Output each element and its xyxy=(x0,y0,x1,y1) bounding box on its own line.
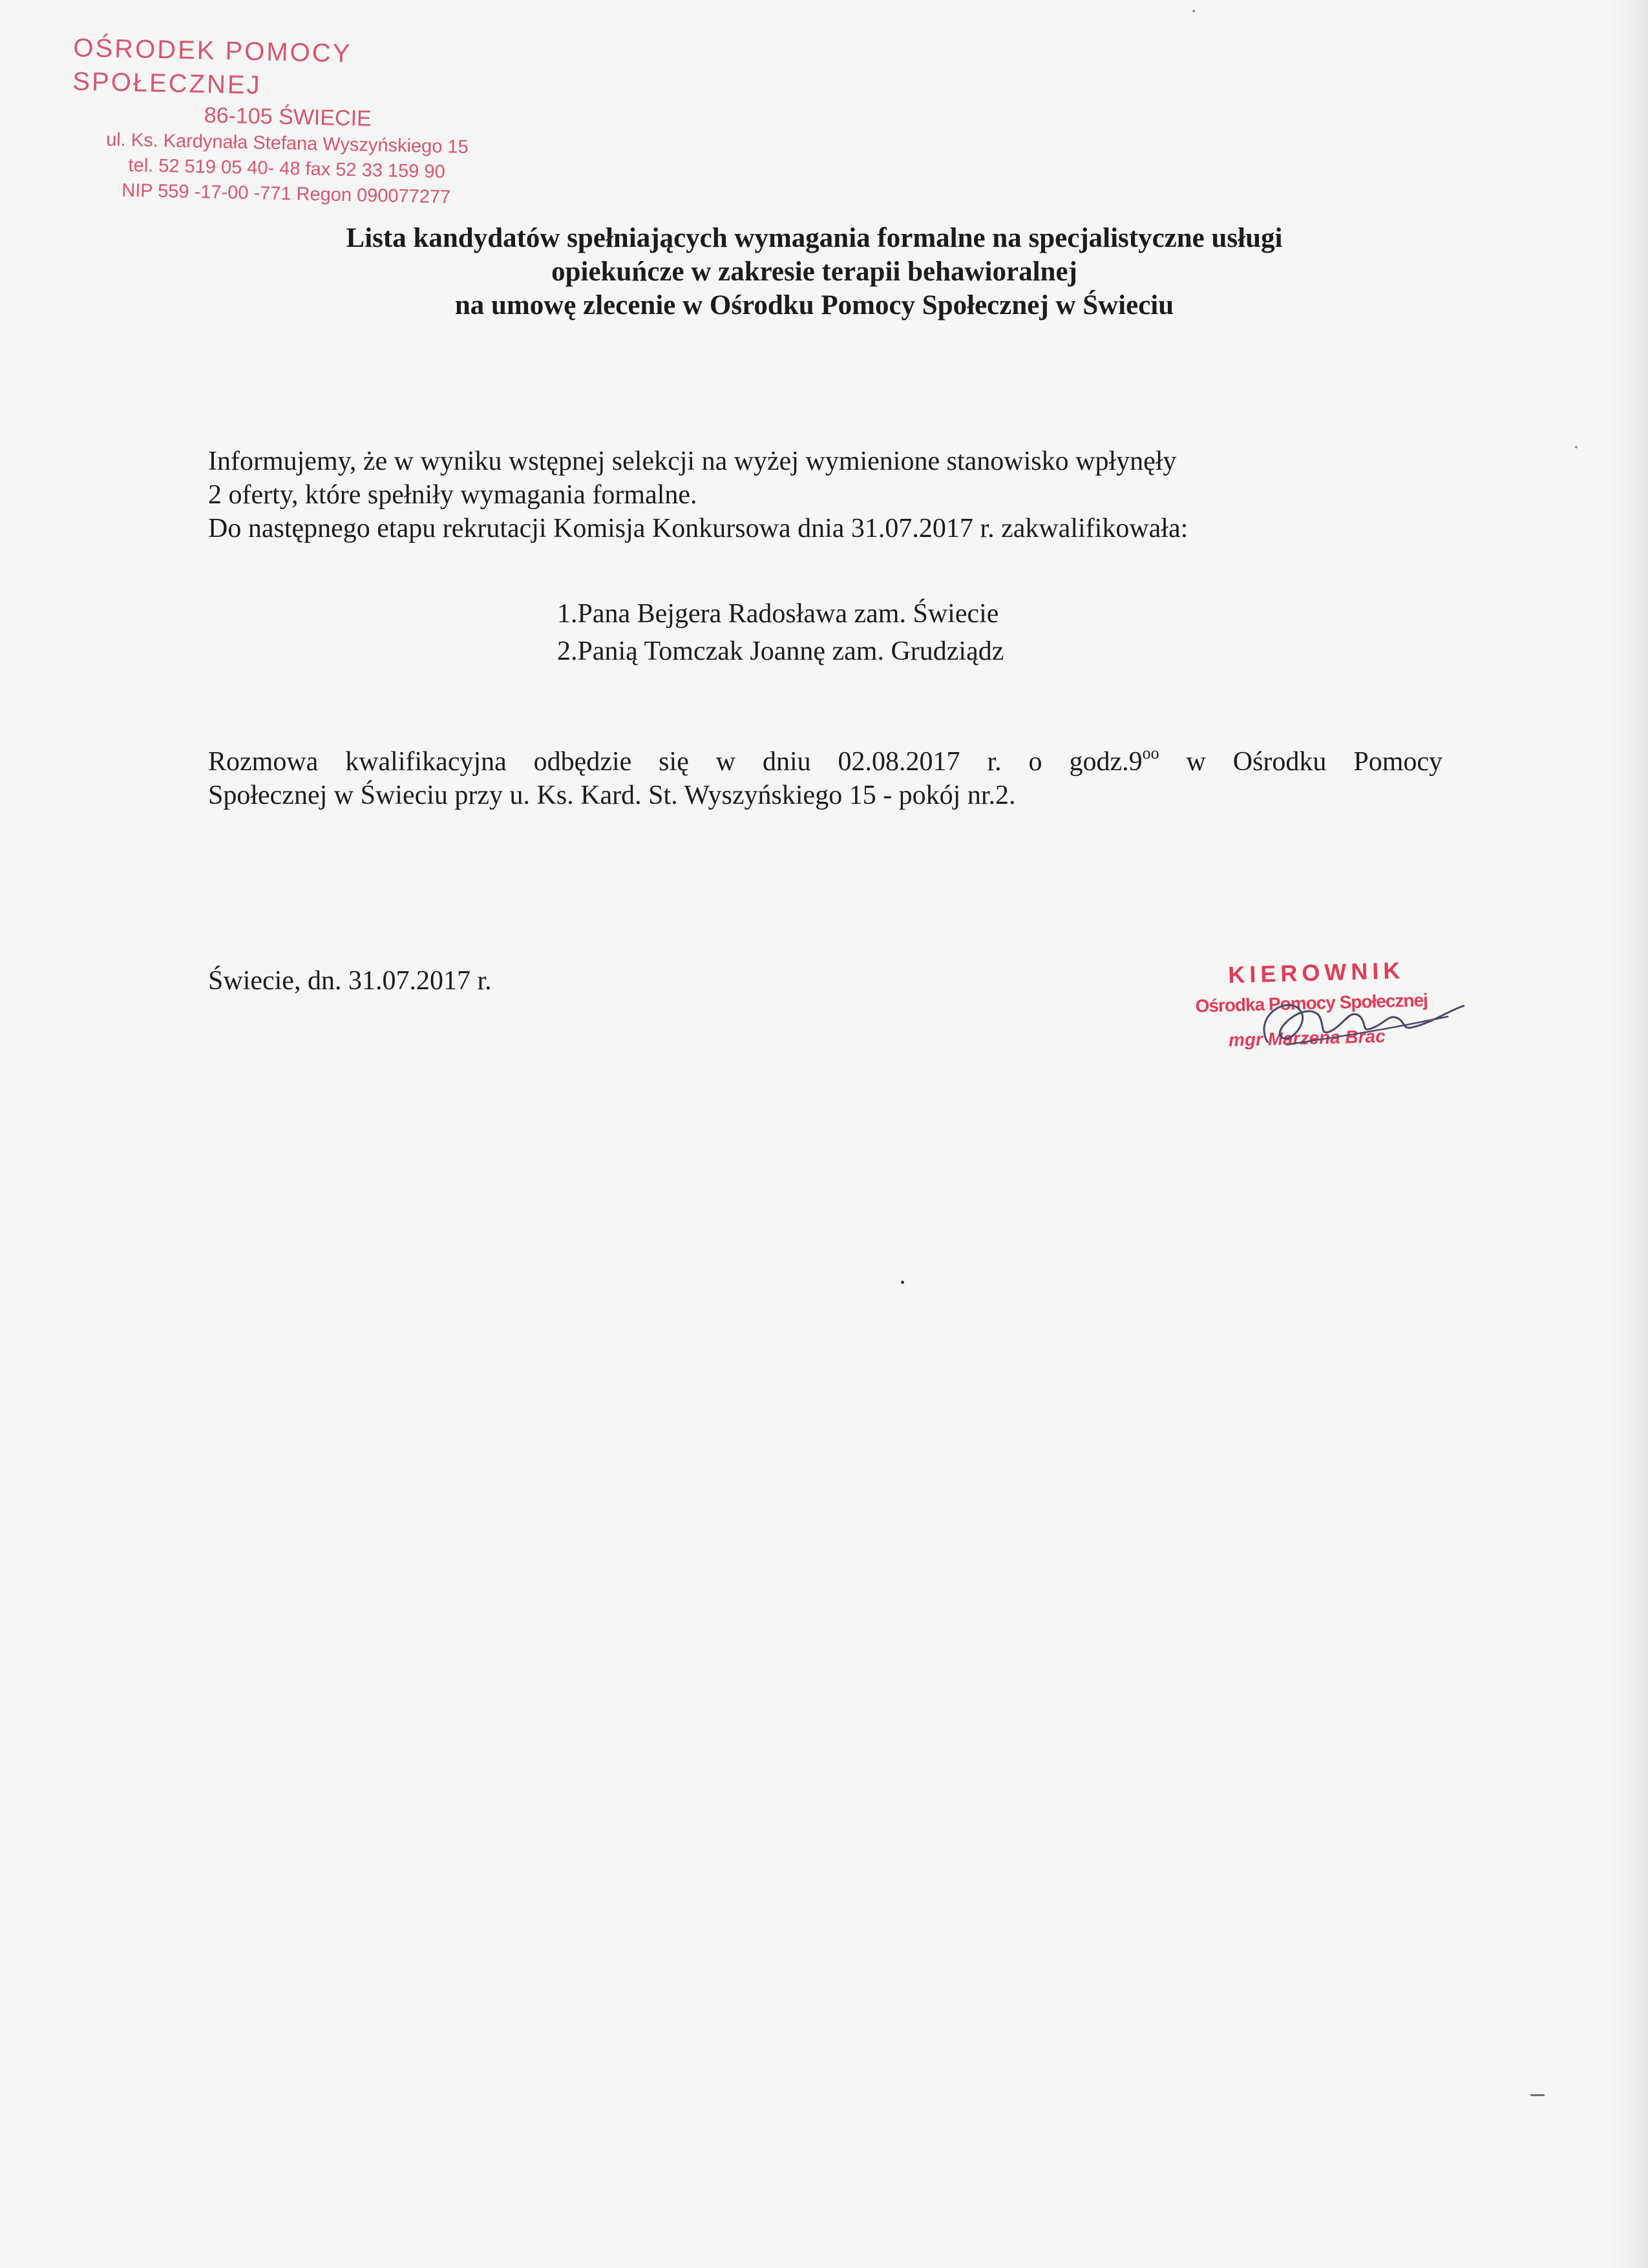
intro-line: Do następnego etapu rekrutacji Komisja Konkursowa dnia 31.07.2017 r. zakwalifikowała: xyxy=(208,514,1188,543)
title-line: na umowę zlecenie w Ośrodku Pomocy Społecznej w Świeciu xyxy=(454,290,1174,320)
stamp-ids: NIP 559 -17-00 -771 Regon 090077277 xyxy=(121,180,451,208)
paper-speck xyxy=(1192,10,1195,12)
intro-line: 2 oferty, które spełniły wymagania formalne. xyxy=(208,480,697,510)
document-title xyxy=(207,222,1422,322)
candidate-list xyxy=(557,595,1004,670)
stamp-address: ul. Ks. Kardynała Stefana Wyszyńskiego 15 xyxy=(105,129,469,158)
stamp-phone: tel. 52 519 05 40- 48 fax 52 33 159 90 xyxy=(128,154,445,183)
handwritten-signature xyxy=(1240,965,1475,1068)
title-line: Lista kandydatów spełniających wymagania formalne na specjalistyczne usługi xyxy=(346,223,1283,253)
stamp-title: KIEROWNIK xyxy=(1227,957,1405,989)
director-stamp xyxy=(1188,952,1475,1076)
page-edge xyxy=(1608,0,1648,2268)
interview-text-after: w Ośrodku Pomocy xyxy=(1159,747,1442,777)
stamp-name: OŚRODEK POMOCY SPOŁECZNEJ xyxy=(72,34,352,100)
interview-paragraph xyxy=(208,745,1442,812)
stamp-city: 86-105 ŚWIECIE xyxy=(204,103,372,131)
paper-speck xyxy=(1530,2094,1545,2096)
paper-speck xyxy=(1575,446,1578,448)
interview-time-superscript: oo xyxy=(1142,744,1159,762)
institution-stamp xyxy=(66,31,509,211)
candidate-item: 1.Pana Bejgera Radosława zam. Świecie xyxy=(557,599,999,629)
interview-line-2: Społecznej w Świeciu przy u. Ks. Kard. St. Wyszyńskiego 15 - pokój nr.2. xyxy=(208,781,1016,810)
paper-speck xyxy=(901,1281,904,1284)
title-line: opiekuńcze w zakresie terapii behawioralnej xyxy=(551,257,1077,287)
stamp-organization: Ośrodka Pomocy Społecznej xyxy=(1195,990,1428,1016)
intro-line: Informujemy, że w wyniku wstępnej selekcji na wyżej wymienione stanowisko wpłynęły xyxy=(208,446,1177,476)
stamp-person-name: mgr Marzena Brac xyxy=(1228,1025,1386,1051)
intro-paragraph xyxy=(208,445,1449,545)
place-date: Świecie, dn. 31.07.2017 r. xyxy=(208,966,492,996)
interview-text: Rozmowa kwalifikacyjna odbędzie się w dniu 02.08.2017 r. o godz.9 xyxy=(208,747,1143,777)
interview-line-1 xyxy=(208,745,1442,779)
candidate-item: 2.Panią Tomczak Joannę zam. Grudziądz xyxy=(557,636,1004,666)
